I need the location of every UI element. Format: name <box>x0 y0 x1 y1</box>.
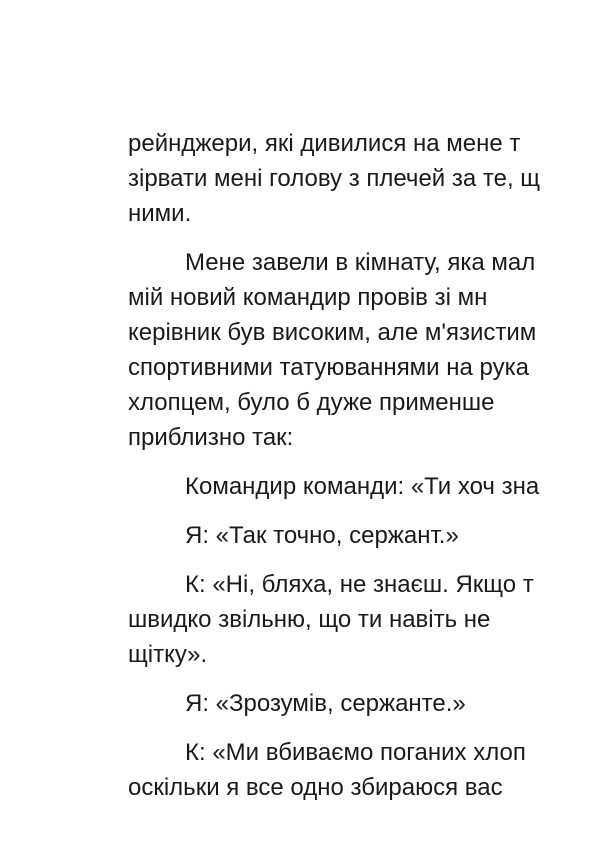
text-line: рейнджери, які дивилися на мене т <box>128 130 521 157</box>
text-line: зірвати мені голову з плечей за те, щ <box>128 165 541 192</box>
text-line: Я: «Зрозумів, сержанте.» <box>185 690 466 717</box>
text-line: Командир команди: «Ти хоч зна <box>185 473 540 500</box>
text-line: приблизно так: <box>128 424 294 451</box>
text-line: К: «Ні, бляха, не знаєш. Якщо т <box>185 571 534 598</box>
text-line: хлопцем, було б дуже применше <box>128 389 495 416</box>
text-line: ними. <box>128 200 192 227</box>
text-line: щітку». <box>128 641 208 668</box>
text-line: швидко звільню, що ти навіть не <box>128 606 491 633</box>
text-line: оскільки я все одно збираюся вас <box>128 774 503 801</box>
text-line: Мене завели в кімнату, яка мал <box>185 249 536 276</box>
paragraph-gap <box>128 231 600 245</box>
paragraph-gap <box>128 455 600 469</box>
text-line: керівник був високим, але м'язистим <box>128 319 537 346</box>
text-line: мій новий командир провів зі мн <box>128 284 488 311</box>
paragraph-gap <box>128 672 600 686</box>
body-text <box>128 126 600 805</box>
text-line: Я: «Так точно, сержант.» <box>185 522 459 549</box>
text-line: К: «Ми вбиваємо поганих хлоп <box>185 739 526 766</box>
paragraph-gap <box>128 504 600 518</box>
paragraph-gap <box>128 553 600 567</box>
text-line: спортивними татуюваннями на рука <box>128 354 529 381</box>
paragraph-gap <box>128 721 600 735</box>
